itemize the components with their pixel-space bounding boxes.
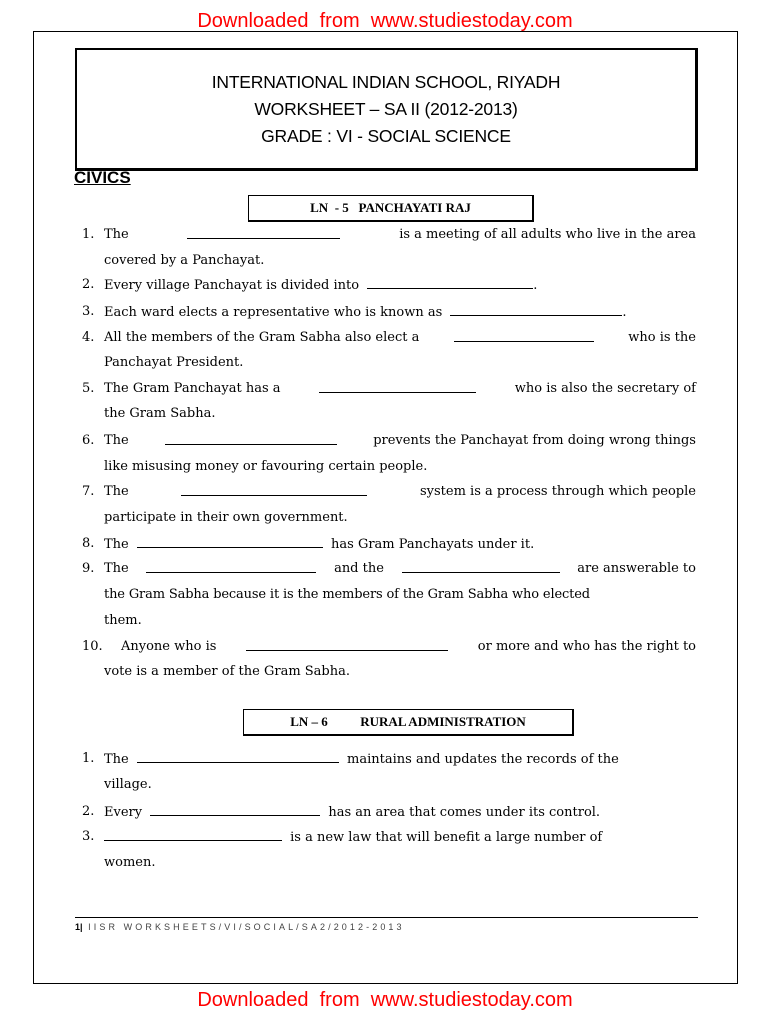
question-text: has an area that comes under its control. xyxy=(328,805,601,820)
answer-blank[interactable] xyxy=(181,484,367,496)
lesson-5-title: LN - 5 PANCHAYATI RAJ xyxy=(248,195,534,222)
worksheet-header xyxy=(75,48,698,171)
question-number: 1. xyxy=(82,227,95,242)
question-text: . xyxy=(533,278,538,293)
section-heading: CIVICS xyxy=(74,168,131,187)
question-text: The xyxy=(104,484,129,499)
question-number: 10. xyxy=(82,639,103,654)
question-number: 7. xyxy=(82,484,95,499)
answer-blank[interactable] xyxy=(137,751,339,763)
question-number: 3. xyxy=(82,829,95,844)
answer-blank[interactable] xyxy=(137,536,323,548)
question-text: The xyxy=(104,537,129,552)
l6-question-2 xyxy=(104,804,600,820)
question-text: Every village Panchayat is divided into xyxy=(104,278,360,293)
page-footer xyxy=(75,922,405,932)
question-6 xyxy=(104,433,696,448)
answer-blank[interactable] xyxy=(402,561,560,573)
school-name: INTERNATIONAL INDIAN SCHOOL, RIYADH xyxy=(211,72,561,92)
question-number: 2. xyxy=(82,277,95,292)
question-text: or more and who has the right to xyxy=(477,639,696,654)
question-text: has Gram Panchayats under it. xyxy=(331,537,535,552)
question-text: Each ward elects a representative who is known as xyxy=(104,305,443,320)
answer-blank[interactable] xyxy=(450,304,622,316)
watermark-bottom: Downloaded from www.studiestoday.com xyxy=(197,989,573,1011)
question-9 xyxy=(104,561,696,576)
answer-blank[interactable] xyxy=(150,804,320,816)
question-4 xyxy=(104,330,696,345)
question-number: 3. xyxy=(82,304,95,319)
answer-blank[interactable] xyxy=(454,330,594,342)
question-5-continued: the Gram Sabha. xyxy=(104,406,216,421)
question-number: 6. xyxy=(82,433,95,448)
footer-separator: | xyxy=(80,922,83,932)
answer-blank[interactable] xyxy=(187,227,340,239)
question-number: 1. xyxy=(82,751,95,766)
question-8 xyxy=(104,536,534,552)
question-4-continued: Panchayat President. xyxy=(104,355,244,370)
l6-question-3 xyxy=(104,829,602,845)
question-text: is a meeting of all adults who live in the area xyxy=(399,227,696,242)
question-text: The xyxy=(104,561,129,576)
answer-blank[interactable] xyxy=(146,561,316,573)
answer-blank[interactable] xyxy=(104,829,282,841)
question-text: The xyxy=(104,433,129,448)
question-text: . xyxy=(622,305,627,320)
lesson-6-title: LN – 6 RURAL ADMINISTRATION xyxy=(243,709,574,736)
question-text: who is also the secretary of xyxy=(514,381,696,396)
question-9-continued: them. xyxy=(104,613,142,628)
page-number: 1 xyxy=(75,922,81,932)
question-1-continued: covered by a Panchayat. xyxy=(104,253,265,268)
question-text: system is a process through which people xyxy=(419,484,696,499)
question-text: All the members of the Gram Sabha also elect a xyxy=(104,330,420,345)
question-number: 9. xyxy=(82,561,95,576)
l6-question-1 xyxy=(104,751,619,767)
answer-blank[interactable] xyxy=(367,277,533,289)
question-number: 5. xyxy=(82,381,95,396)
question-text: The xyxy=(104,227,129,242)
question-5 xyxy=(104,381,696,396)
watermark-top: Downloaded from www.studiestoday.com xyxy=(197,10,573,32)
question-9-continued: the Gram Sabha because it is the members of the Gram Sabha who elected xyxy=(104,587,590,602)
l6-question-1-continued: village. xyxy=(104,777,152,792)
question-10 xyxy=(121,639,696,654)
footer-rule xyxy=(75,917,698,918)
question-1 xyxy=(104,227,696,242)
question-7 xyxy=(104,484,696,499)
question-3 xyxy=(104,304,627,320)
question-number: 4. xyxy=(82,330,95,345)
question-number: 2. xyxy=(82,804,95,819)
answer-blank[interactable] xyxy=(165,433,337,445)
worksheet-title: WORKSHEET – SA II (2012-2013) xyxy=(254,99,518,119)
l6-question-3-continued: women. xyxy=(104,855,156,870)
question-text: and the xyxy=(334,561,384,576)
question-number: 8. xyxy=(82,536,95,551)
answer-blank[interactable] xyxy=(246,639,448,651)
answer-blank[interactable] xyxy=(319,381,476,393)
question-text: The Gram Panchayat has a xyxy=(104,381,281,396)
question-2 xyxy=(104,277,537,293)
question-text: is a new law that will benefit a large number of xyxy=(290,830,603,845)
question-10-continued: vote is a member of the Gram Sabha. xyxy=(104,664,351,679)
question-text: who is the xyxy=(628,330,696,345)
question-text: The xyxy=(104,752,129,767)
question-text: Anyone who is xyxy=(121,639,217,654)
footer-label: IISR WORKSHEETS/VI/SOCIAL/SA2/2012-2013 xyxy=(88,922,405,932)
question-text: prevents the Panchayat from doing wrong things xyxy=(373,433,696,448)
question-text: Every xyxy=(104,805,143,820)
question-text: maintains and updates the records of the xyxy=(347,752,619,767)
grade-subject: GRADE : VI - SOCIAL SCIENCE xyxy=(261,126,511,146)
question-6-continued: like misusing money or favouring certain people. xyxy=(104,459,428,474)
question-7-continued: participate in their own government. xyxy=(104,510,348,525)
question-text: are answerable to xyxy=(577,561,696,576)
